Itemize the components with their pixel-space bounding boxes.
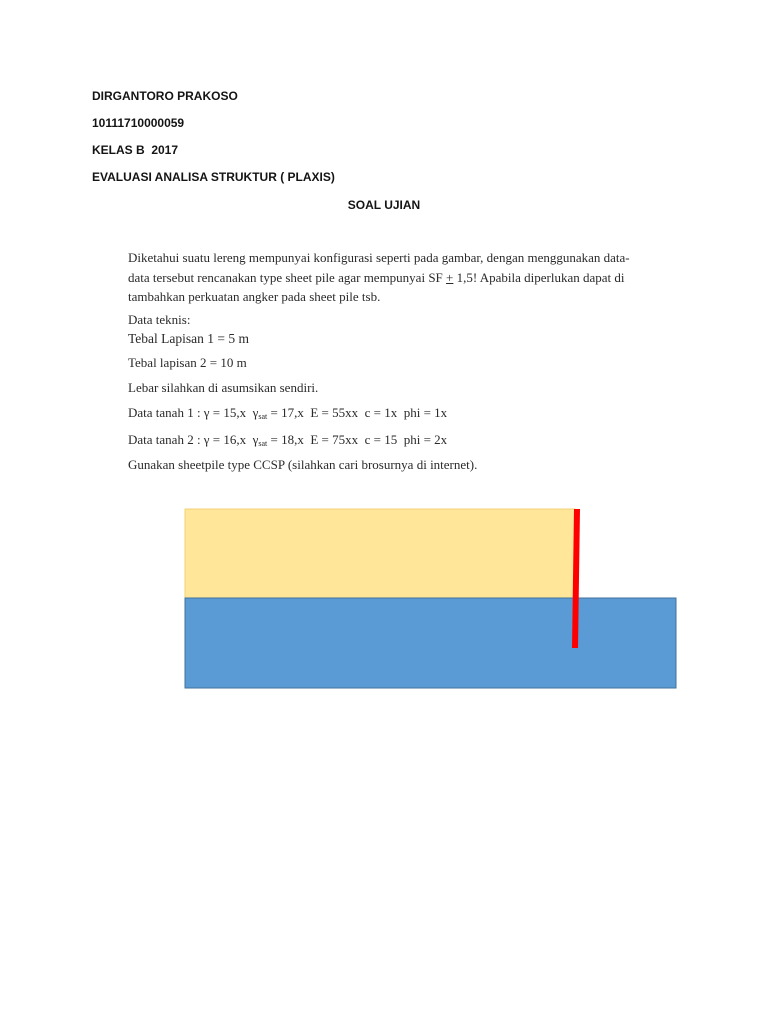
problem-line-1: Diketahui suatu lereng mempunyai konfigurasi seperti pada gambar, dengan menggunakan data-	[128, 250, 630, 265]
layer-1-thickness: Tebal Lapisan 1 = 5 m	[128, 331, 250, 346]
problem-line-2	[128, 270, 625, 286]
class-label: KELAS B 2017	[92, 143, 179, 157]
soil-layer-2	[185, 598, 676, 688]
soil-1-data	[128, 405, 447, 421]
width-note: Lebar silahkan di asumsikan sendiri.	[128, 380, 319, 395]
soil-2-data-start: Data tanah 2 : γ = 16,x γ	[128, 432, 259, 447]
soil-2-data	[128, 432, 447, 448]
student-name: DIRGANTORO PRAKOSO	[92, 89, 238, 103]
technical-data-heading: Data teknis:	[128, 312, 191, 327]
problem-line-2-start: data tersebut rencanakan type sheet pile agar mempunyai SF	[128, 270, 447, 285]
soil-2-sat-subscript: sat	[258, 439, 268, 448]
soil-1-data-end: = 17,x E = 55xx c = 1x phi = 1x	[267, 405, 448, 420]
exam-title: SOAL UJIAN	[347, 198, 421, 212]
plus-minus-sign: +	[446, 270, 454, 285]
problem-line-3: tambahkan perkuatan angker pada sheet pile tsb.	[128, 289, 381, 304]
layer-2-thickness: Tebal lapisan 2 = 10 m	[128, 355, 247, 370]
subject-title: EVALUASI ANALISA STRUKTUR ( PLAXIS)	[92, 170, 335, 184]
slope-diagram	[180, 500, 685, 695]
soil-1-sat-subscript: sat	[258, 412, 268, 421]
sheet-pile	[575, 509, 577, 648]
soil-layer-1	[185, 509, 575, 599]
soil-2-data-end: = 18,x E = 75xx c = 15 phi = 2x	[267, 432, 448, 447]
problem-line-2-end: 1,5! Apabila diperlukan dapat di	[453, 270, 625, 285]
sheetpile-note: Gunakan sheetpile type CCSP (silahkan cari brosurnya di internet).	[128, 457, 478, 472]
student-id: 10111710000059	[92, 116, 185, 130]
soil-1-data-start: Data tanah 1 : γ = 15,x γ	[128, 405, 259, 420]
